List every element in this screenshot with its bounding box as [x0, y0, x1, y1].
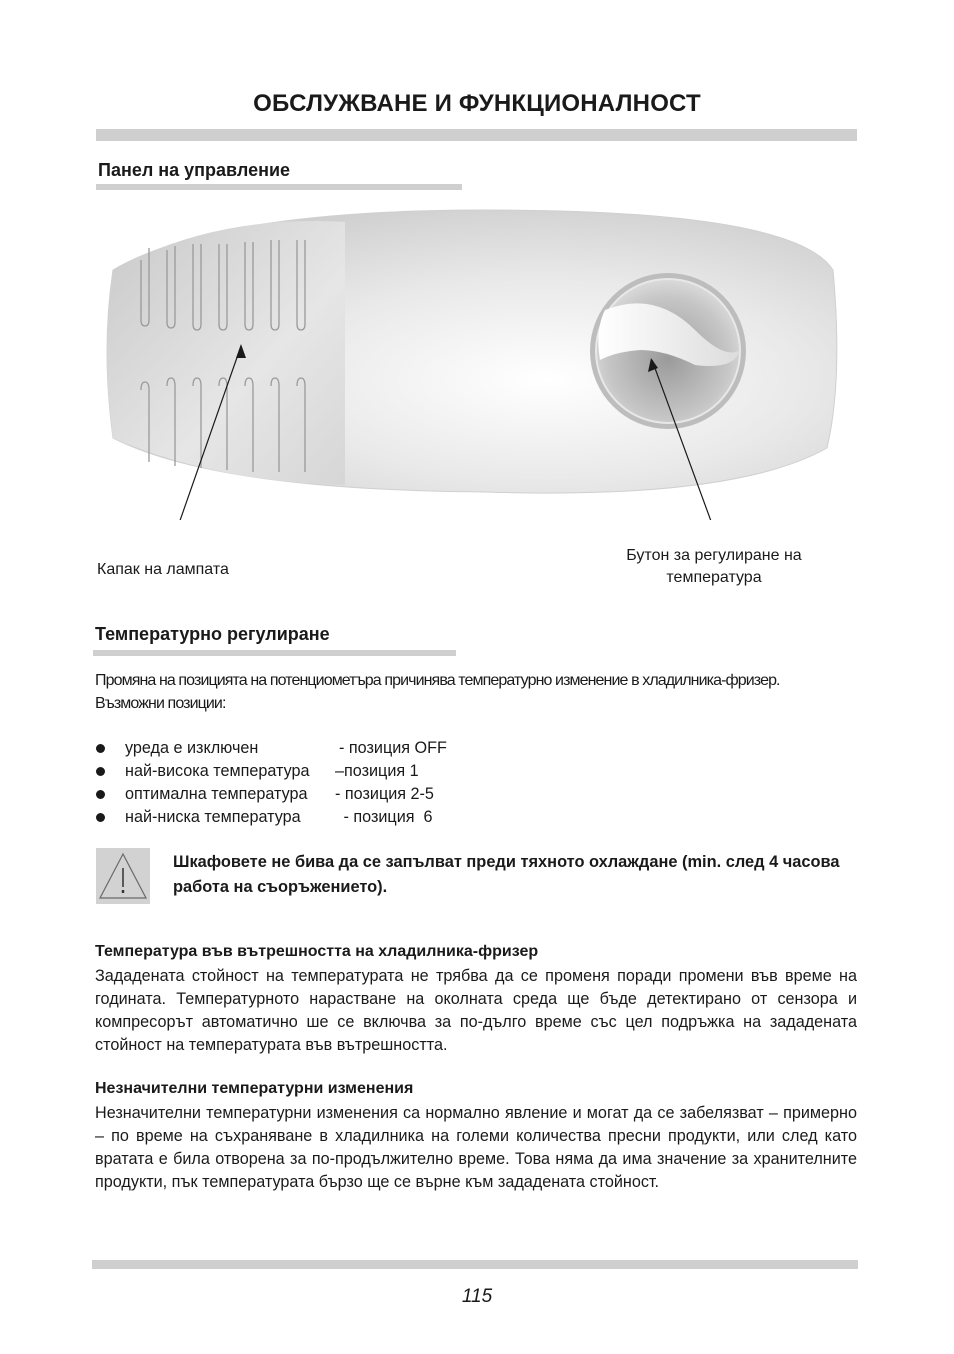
footer-rule: [92, 1260, 858, 1269]
position-state: оптимална температура: [125, 785, 308, 803]
position-value: - позиция 2-5: [335, 785, 434, 803]
control-panel-heading: Панел на управление: [98, 160, 291, 180]
bullet-icon: [96, 767, 105, 776]
title-underline: [96, 129, 857, 141]
regulation-intro-line1: Промяна на позицията на потенциометъра причинява температурно изменение в хладилника-фризер.: [95, 672, 780, 689]
regulation-intro-line2: Възможни позиции:: [95, 695, 226, 712]
lamp-cover-label: Капак на лампата: [97, 561, 229, 578]
list-item: [96, 760, 447, 783]
list-item: [96, 783, 447, 806]
warning-text: Шкафовете не бива да се запълват преди тяхното охлаждане (min. след 4 часова работа на съоръжението).: [173, 853, 840, 896]
minor-changes-heading: Незначителни температурни изменения: [95, 1080, 414, 1097]
bullet-icon: [96, 790, 105, 799]
inside-temperature-text: Зададената стойност на температурата не трябва да се променя поради промени във време на годината. Температурното нарастване на околната среда ще бъде детектирано от сензора и компресорът автоматично ше се включва за по-дълго време със цел подръжка на зададената стойност на температурата във вътрешността.: [95, 967, 857, 1054]
position-state: най-висока температура: [125, 762, 310, 780]
list-item: [96, 806, 447, 829]
page-title: ОБСЛУЖВАНЕ И ФУНКЦИОНАЛНОСТ: [253, 90, 701, 117]
lamp-cover: [107, 221, 345, 485]
positions-list: [96, 737, 447, 829]
position-value: - позиция OFF: [339, 739, 447, 757]
position-value: - позиция 6: [339, 808, 433, 826]
warning-triangle-icon: [96, 848, 150, 904]
knob-label-line2: температура: [666, 569, 762, 586]
warning-box: [96, 848, 150, 904]
position-state: уреда е изключен: [125, 739, 259, 757]
control-panel-heading-underline: [96, 184, 462, 190]
bullet-icon: [96, 813, 105, 822]
temperature-regulation-underline: [93, 650, 456, 656]
position-state: най-ниска температура: [125, 808, 301, 826]
control-panel-illustration: [95, 200, 855, 520]
minor-changes-text: Незначителни температурни изменения са нормално явление и могат да се забелязват – примерно – по време на съхраняване в хладилника на големи количества пресни продукти, или след като вратата е била отворена за по-продължително време. Това няма да има значение за хранителните продукти, пък температурата бързо ще се върне към зададената стойност.: [95, 1104, 857, 1191]
page-number: 115: [461, 1286, 493, 1307]
inside-temperature-heading: Температура във вътрешността на хладилника-фризер: [95, 943, 539, 960]
bullet-icon: [96, 744, 105, 753]
temperature-knob: [590, 273, 746, 429]
knob-label-line1: Бутон за регулиране на: [626, 547, 802, 564]
temperature-regulation-heading: Температурно регулиране: [95, 624, 330, 644]
list-item: [96, 737, 447, 760]
position-value: –позиция 1: [335, 762, 419, 780]
